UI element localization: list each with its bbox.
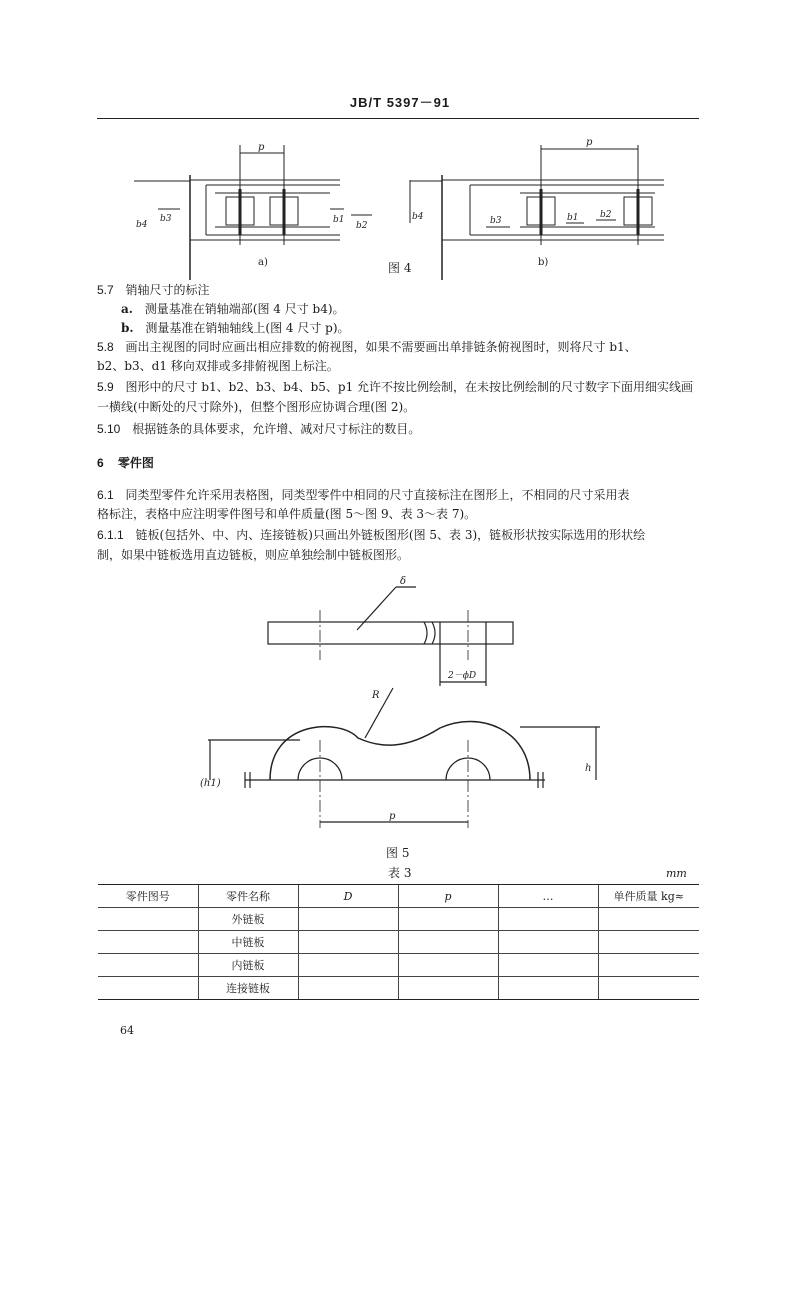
table-cell: 外链板 — [198, 908, 298, 931]
fig4b-label-b2: b2 — [600, 210, 612, 220]
table-row — [98, 977, 699, 1000]
table-header-cell: 零件名称 — [198, 885, 298, 908]
table-cell — [298, 908, 398, 931]
section-number: 5.7 — [97, 283, 114, 297]
section-number: 6 — [97, 456, 104, 470]
section-text: 根据链条的具体要求，允许增、减对尺寸标注的数目。 — [132, 422, 421, 436]
fig5-label-p: p — [389, 811, 396, 822]
table-cell — [298, 977, 398, 1000]
section-number: 5.9 — [97, 380, 114, 394]
section-number: 5.8 — [97, 340, 114, 354]
section-6-1-1-line-1 — [97, 526, 645, 545]
fig4a-label-b4: b4 — [136, 220, 148, 230]
table-cell — [398, 954, 498, 977]
section-5-7-item-b — [121, 319, 350, 338]
table-3-unit: mm — [666, 867, 687, 880]
fig4b-label-b3: b3 — [490, 216, 502, 226]
table-header-cell: 单件质量 kg≈ — [598, 885, 699, 908]
fig4a-label-b3: b3 — [160, 214, 172, 224]
table-cell: 连接链板 — [198, 977, 298, 1000]
plate-top-view — [268, 622, 513, 644]
section-5-7-heading — [97, 281, 210, 300]
section-text: 图形中的尺寸 b1、b2、b3、b4、b5、p1 允许不按比例绘制，在未按比例绘制的尺寸数字下面用细实线画 — [125, 380, 694, 394]
section-5-9-line-2: 一横线(中断处的尺寸除外)，但整个图形应协调合理(图 2)。 — [97, 400, 416, 414]
table-row — [98, 908, 699, 931]
document-header: JB/T 5397－91 — [349, 95, 451, 110]
fig4b-sublabel: b) — [538, 257, 549, 268]
section-5-9-line-1 — [97, 378, 693, 397]
fig5-caption: 图 5 — [386, 846, 410, 860]
table-3-title: 表 3 — [388, 866, 412, 880]
fig4a-label-b2: b2 — [356, 221, 368, 231]
page-number: 64 — [120, 1024, 134, 1037]
section-title: 零件图 — [117, 456, 154, 470]
table-header-row — [98, 885, 699, 908]
section-6-heading — [97, 454, 154, 473]
table-cell — [98, 954, 198, 977]
section-number: 6.1 — [97, 488, 114, 502]
table-cell — [398, 977, 498, 1000]
table-cell — [498, 977, 598, 1000]
section-number: 6.1.1 — [97, 528, 124, 542]
table-cell — [498, 908, 598, 931]
fig4b-label-p: p — [586, 137, 593, 148]
section-5-7-item-a — [121, 300, 345, 319]
section-text: 画出主视图的同时应画出相应排数的俯视图，如果不需要画出单排链条俯视图时，则将尺寸 b1、 — [125, 340, 637, 354]
table-cell — [298, 954, 398, 977]
table-3 — [98, 884, 699, 1000]
fig4b-label-b1: b1 — [567, 213, 579, 223]
section-title: 销轴尺寸的标注 — [125, 283, 210, 297]
figure-4 — [0, 125, 800, 280]
table-header-cell: D — [298, 885, 398, 908]
table-cell — [498, 954, 598, 977]
section-6-1-line-1 — [97, 486, 630, 505]
figure-5 — [0, 570, 800, 865]
fig5-label-h1: (h1) — [200, 778, 221, 789]
section-5-10 — [97, 420, 420, 439]
table-row — [98, 931, 699, 954]
table-cell — [398, 931, 498, 954]
table-cell — [98, 908, 198, 931]
table-cell: 内链板 — [198, 954, 298, 977]
item-label: a. — [121, 302, 133, 316]
fig4a-label-p: p — [258, 142, 265, 153]
table-header-cell: 零件图号 — [98, 885, 198, 908]
table-header-cell: … — [498, 885, 598, 908]
table-header-cell: p — [398, 885, 498, 908]
table-cell — [298, 931, 398, 954]
fig5-label-delta: δ — [400, 576, 407, 587]
table-cell — [98, 931, 198, 954]
section-5-8-line-1 — [97, 338, 637, 357]
fig5-label-h: h — [585, 763, 592, 774]
table-cell — [98, 977, 198, 1000]
section-text: 同类型零件允许采用表格图，同类型零件中相同的尺寸直接标注在图形上，不相同的尺寸采用表 — [125, 488, 630, 502]
table-cell — [598, 954, 699, 977]
item-label: b. — [121, 321, 134, 335]
section-5-8-line-2: b2、b3、d1 移向双排或多排俯视图上标注。 — [97, 359, 339, 373]
table-cell — [598, 908, 699, 931]
table-cell — [598, 977, 699, 1000]
fig4b-label-b4: b4 — [412, 212, 424, 222]
item-text: 测量基准在销轴轴线上(图 4 尺寸 p)。 — [145, 321, 350, 335]
table-cell — [398, 908, 498, 931]
header-rule — [97, 118, 699, 119]
table-cell — [598, 931, 699, 954]
table-cell: 中链板 — [198, 931, 298, 954]
figure-4b-diagram — [410, 145, 664, 280]
fig5-label-R: R — [372, 690, 380, 701]
figure-4a-diagram — [134, 145, 372, 280]
fig5-label-hole: 2－ϕD — [448, 671, 477, 681]
section-number: 5.10 — [97, 422, 121, 436]
section-6-1-1-line-2: 制，如果中链板选用直边链板，则应单独绘制中链板图形。 — [97, 548, 410, 562]
table-row — [98, 954, 699, 977]
fig4a-sublabel: a) — [258, 257, 268, 268]
item-text: 测量基准在销轴端部(图 4 尺寸 b4)。 — [144, 302, 345, 316]
section-text: 链板(包括外、中、内、连接链板)只画出外链板图形(图 5、表 3)，链板形状按实际选用的形状绘 — [135, 528, 646, 542]
fig4a-label-b1: b1 — [333, 215, 345, 225]
fig4-caption: 图 4 — [388, 261, 412, 275]
section-6-1-line-2: 格标注，表格中应注明零件图号和单件质量(图 5～图 9、表 3～表 7)。 — [97, 507, 477, 521]
table-cell — [498, 931, 598, 954]
